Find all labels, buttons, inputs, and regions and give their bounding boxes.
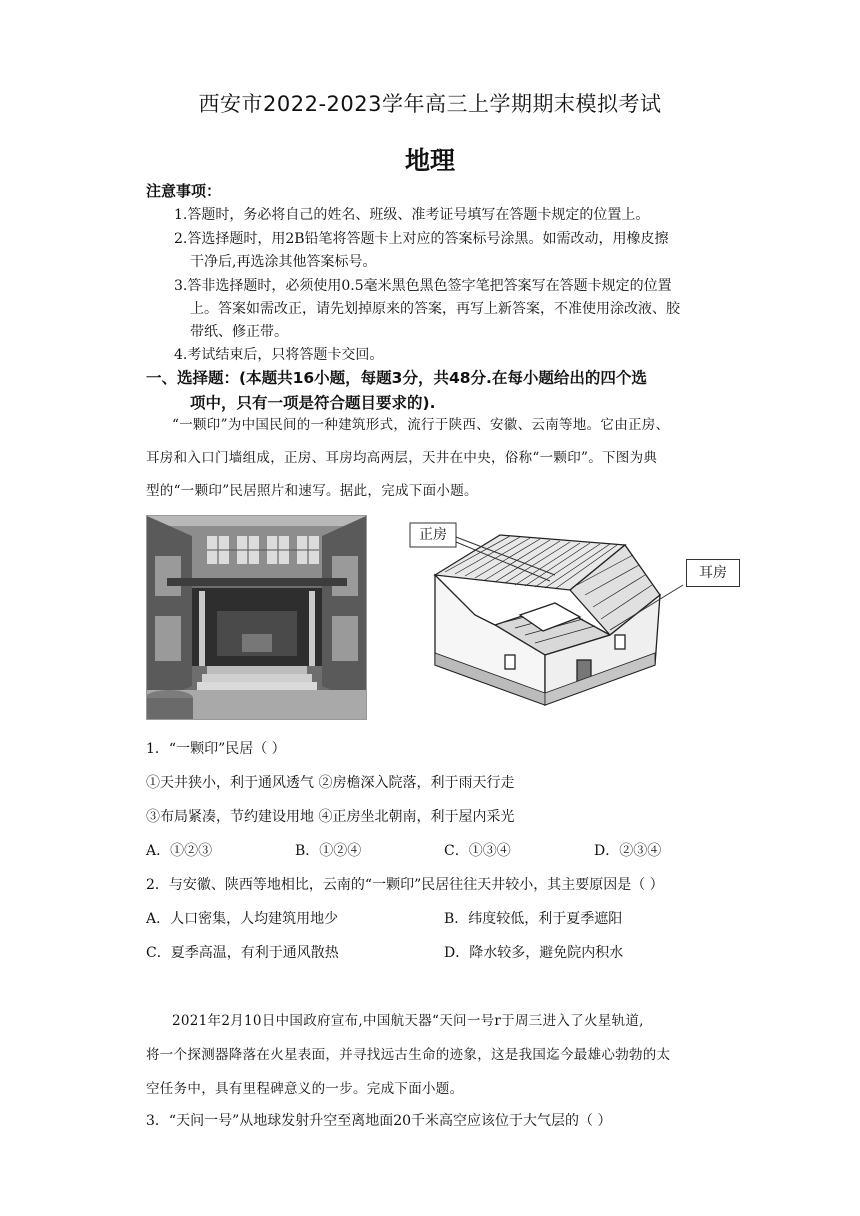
subject-title: 地理: [404, 146, 455, 175]
notice-line: 1.答题时，务必将自己的姓名、班级、准考证号填写在答题卡规定的位置上。: [174, 207, 650, 223]
section-heading: 一、选择题：(本题共16小题，每题3分，共48分.在每小题给出的四个选: [146, 369, 647, 387]
passage-line: 型的“一颗印”民居照片和速写。据此，完成下面小题。: [146, 483, 478, 499]
option-c: C．①③④: [444, 843, 511, 859]
option-d: D．②③④: [594, 843, 662, 859]
notice-line: 带纸、修正带。: [190, 324, 288, 340]
option-c: C．夏季高温，有利于通风散热: [146, 945, 339, 961]
passage-line: 将一个探测器降落在火星表面，并寻找远古生命的迹象，这是我国迄今最雄心勃勃的太: [146, 1047, 671, 1063]
label-main-house: 正房: [419, 527, 447, 543]
question-stem: 2．与安徽、陕西等地相比，云南的“一颗印”民居往往天井较小，其主要原因是（ ）: [146, 877, 664, 893]
option-a: A．人口密集，人均建筑用地少: [146, 911, 339, 927]
section-heading-cont: 项中，只有一项是符合题目要求的).: [190, 394, 436, 412]
passage-line: 耳房和入口门墙组成，正房、耳房均高两层，天井在中央，俗称“一颗印”。下图为典: [146, 450, 658, 466]
notice-line: 上。答案如需改正，请先划掉原来的答案，再写上新答案，不准使用涂改液、胶: [190, 301, 680, 317]
notice-heading: 注意事项：: [146, 182, 222, 200]
notice-line: 4.考试结束后，只将答题卡交回。: [174, 347, 384, 363]
notice-line: 干净后,再选涂其他答案标号。: [190, 254, 377, 270]
passage-line: “一颗印”为中国民间的一种建筑形式，流行于陕西、安徽、云南等地。它由正房、: [172, 417, 670, 433]
option-d: D．降水较多，避免院内积水: [444, 945, 624, 961]
question-statement: ①天井狭小，利于通风透气 ②房檐深入院落，利于雨天行走: [146, 775, 515, 791]
notice-line: 3.答非选择题时，必须使用0.5毫米黑色黑色签字笔把答案写在答题卡规定的位置: [174, 278, 672, 294]
option-a: A．①②③: [146, 843, 213, 859]
question-stem: 3．“天问一号”从地球发射升空至离地面20千米高空应该位于大气层的（ ）: [146, 1113, 612, 1129]
passage-line: 空任务中，具有里程碑意义的一步。完成下面小题。: [146, 1081, 464, 1097]
passage-line: 2021年2月10日中国政府宣布,中国航天器“天问一号r于周三进入了火星轨道,: [172, 1013, 644, 1029]
question-statement: ③布局紧凑，节约建设用地 ④正房坐北朝南，利于屋内采光: [146, 809, 515, 825]
label-side-house: 耳房: [686, 559, 740, 587]
option-b: B．纬度较低，利于夏季遮阳: [444, 911, 623, 927]
question-stem: 1．“一颗印”民居（ ）: [146, 741, 286, 757]
house-photo: [146, 515, 367, 720]
option-b: B．①②④: [295, 843, 362, 859]
exam-title: 西安市2022-2023学年高三上学期期末模拟考试: [198, 92, 662, 116]
notice-line: 2.答选择题时，用2B铅笔将答题卡上对应的答案标号涂黑。如需改动，用橡皮擦: [174, 231, 669, 247]
